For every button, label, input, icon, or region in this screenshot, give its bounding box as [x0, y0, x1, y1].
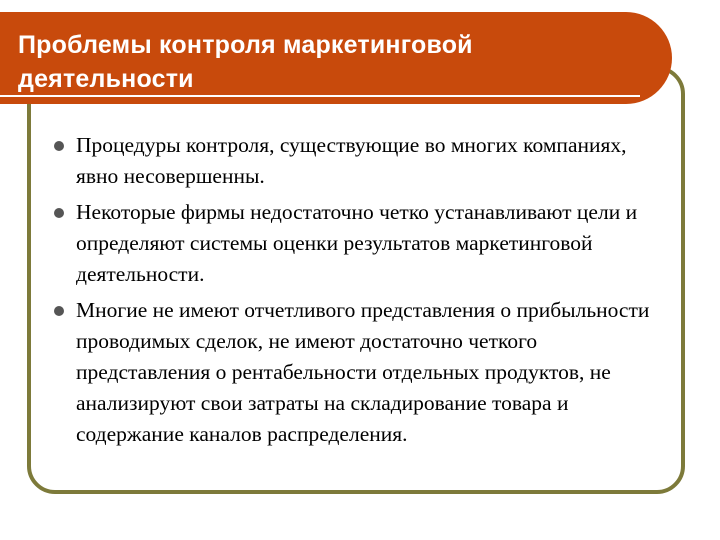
bullet-icon: [54, 306, 64, 316]
slide-title: Проблемы контроля маркетинговой деятельности: [18, 31, 473, 93]
bullet-item-3: [52, 295, 672, 450]
title-bar: [0, 12, 672, 104]
bullet-icon: [54, 208, 64, 218]
title-underline: [0, 95, 640, 97]
bullet-item-2: [52, 197, 672, 290]
bullet-text: Некоторые фирмы недостаточно четко устанавливают цели и определяют системы оценки результатов маркетинговой деятельности.: [76, 200, 638, 286]
bullet-list: [52, 130, 672, 455]
bullet-text: Процедуры контроля, существующие во многих компаниях, явно несовершенны.: [76, 133, 627, 188]
bullet-item-1: [52, 130, 672, 192]
bullet-text: Многие не имеют отчетливого представления о прибыльности проводимых сделок, не имеют достаточно четкого представления о рентабельности отдельных продуктов, не анализируют свои затраты на складирование товара и содержание каналов распределения.: [76, 298, 650, 446]
bullet-icon: [54, 141, 64, 151]
